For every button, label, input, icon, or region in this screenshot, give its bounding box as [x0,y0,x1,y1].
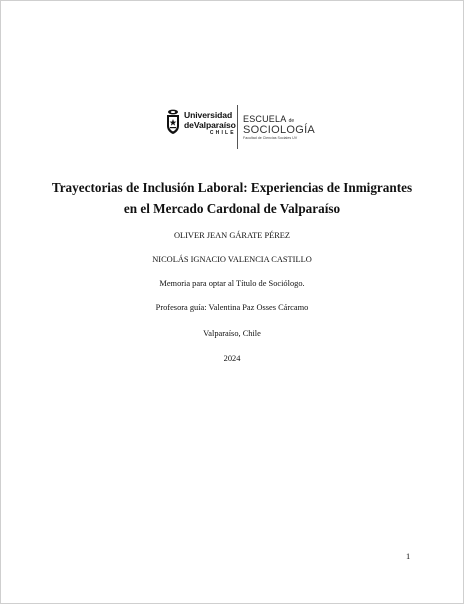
school-name-line1 [243,115,315,124]
degree-statement: Memoria para optar al Título de Sociólogo. [159,279,305,288]
institution-logo [165,105,315,149]
university-country: CHILE [209,130,236,137]
logo-divider [237,105,238,149]
school-word-de: de [288,118,295,124]
university-name [184,111,236,136]
year: 2024 [223,354,241,363]
school-name [243,115,315,141]
document-title [1,177,463,219]
advisor: Profesora guía: Valentina Paz Osses Cárcamo [155,303,309,312]
author-2: NICOLÁS IGNACIO VALENCIA CASTILLO [152,255,312,264]
document-title-line1: Trayectorias de Inclusión Laboral: Experiencias de Inmigrantes [51,180,413,195]
university-name-line1: Universidad [184,110,233,120]
school-faculty: Facultad de Ciencias Sociales UV [243,136,298,140]
school-word-escuela: ESCUELA [243,114,286,124]
page-number: 1 [406,552,411,561]
school-name-line2: SOCIOLOGÍA [243,124,316,136]
university-name-line2: deValparaíso [184,119,236,130]
place: Valparaíso, Chile [203,329,261,338]
document-title-line2: en el Mercado Cardonal de Valparaíso [123,201,341,216]
author-1: OLIVER JEAN GÁRATE PÉREZ [173,231,291,240]
uv-crest-icon [165,109,181,135]
